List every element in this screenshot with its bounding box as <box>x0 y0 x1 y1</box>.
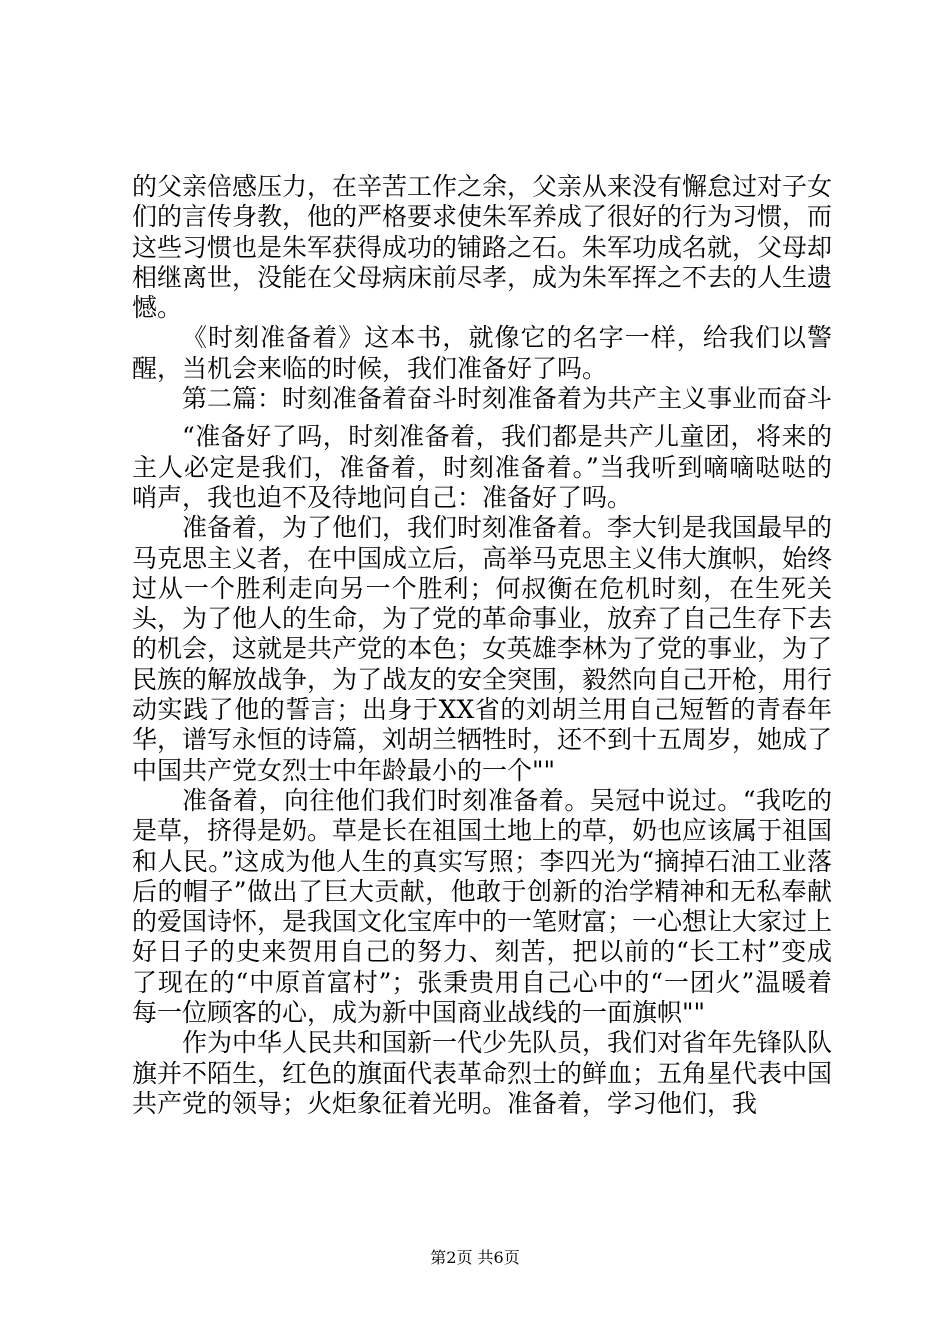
document-body <box>132 172 832 1119</box>
paragraph-role-models: 准备着，向往他们我们时刻准备着。吴冠中说过。“我吃的是草，挤得是奶。草是长在祖国土地上的草，奶也应该属于祖国和人民。”这成为他人生的真实写照；李四光为“摘掉石油工业落后的帽子”做出了巨大贡献，他敢于创新的治学精神和无私奉献的爱国诗怀，是我国文化宝库中的一笔财富；一心想让大家过上好日子的史来贺用自己的努力、刻苦，把以前的“长工村”变成了现在的“中原首富村”；张秉贵用自己心中的“一团火”温暖着每一位顾客的心，成为新中国商业战线的一面旗帜"" <box>132 785 833 1028</box>
paragraph-pioneers: 作为中华人民共和国新一代少先队员，我们对省年先锋队队旗并不陌生，红色的旗面代表革命烈士的鲜血；五角星代表中国共产党的领导；火炬象征着光明。准备着，学习他们，我 <box>132 1028 833 1118</box>
paragraph-continued: 的父亲倍感压力，在辛苦工作之余，父亲从来没有懈怠过对子女们的言传身教，他的严格要求使朱军养成了很好的行为习惯，而这些习惯也是朱军获得成功的铺路之石。朱军功成名就，父母却相继离世，没能在父母病床前尽孝，成为朱军挥之不去的人生遗憾。 <box>132 172 833 323</box>
page-number-footer: 第2页 共6页 <box>430 1248 520 1267</box>
section-heading: 第二篇：时刻准备着奋斗时刻准备着为共产主义事业而奋斗 <box>182 384 833 414</box>
paragraph-song-quote: “准备好了吗，时刻准备着，我们都是共产儿童团，将来的主人必定是我们，准备着，时刻准备着。”当我听到嘀嘀哒哒的哨声，我也迫不及待地问自己：准备好了吗。 <box>132 422 832 512</box>
paragraph-book-reflection: 《时刻准备着》这本书，就像它的名字一样，给我们以警醒，当机会来临的时候，我们准备好了吗。 <box>132 323 832 383</box>
paragraph-martyrs: 准备着，为了他们，我们时刻准备着。李大钊是我国最早的马克思主义者，在中国成立后，高举马克思主义伟大旗帜，始终过从一个胜利走向另一个胜利；何叔衡在危机时刻，在生死关头，为了他人的生命，为了党的革命事业，放弃了自己生存下去的机会，这就是共产党的本色；女英雄李林为了党的事业，为了民族的解放战争，为了战友的安全突围，毅然向自己开枪，用行动实践了他的誓言；出身于XX省的刘胡兰用自己短暂的青春年华，谱写永恒的诗篇，刘胡兰牺牲时，还不到十五周岁，她成了中国共产党女烈士中年龄最小的一个"" <box>132 513 833 785</box>
